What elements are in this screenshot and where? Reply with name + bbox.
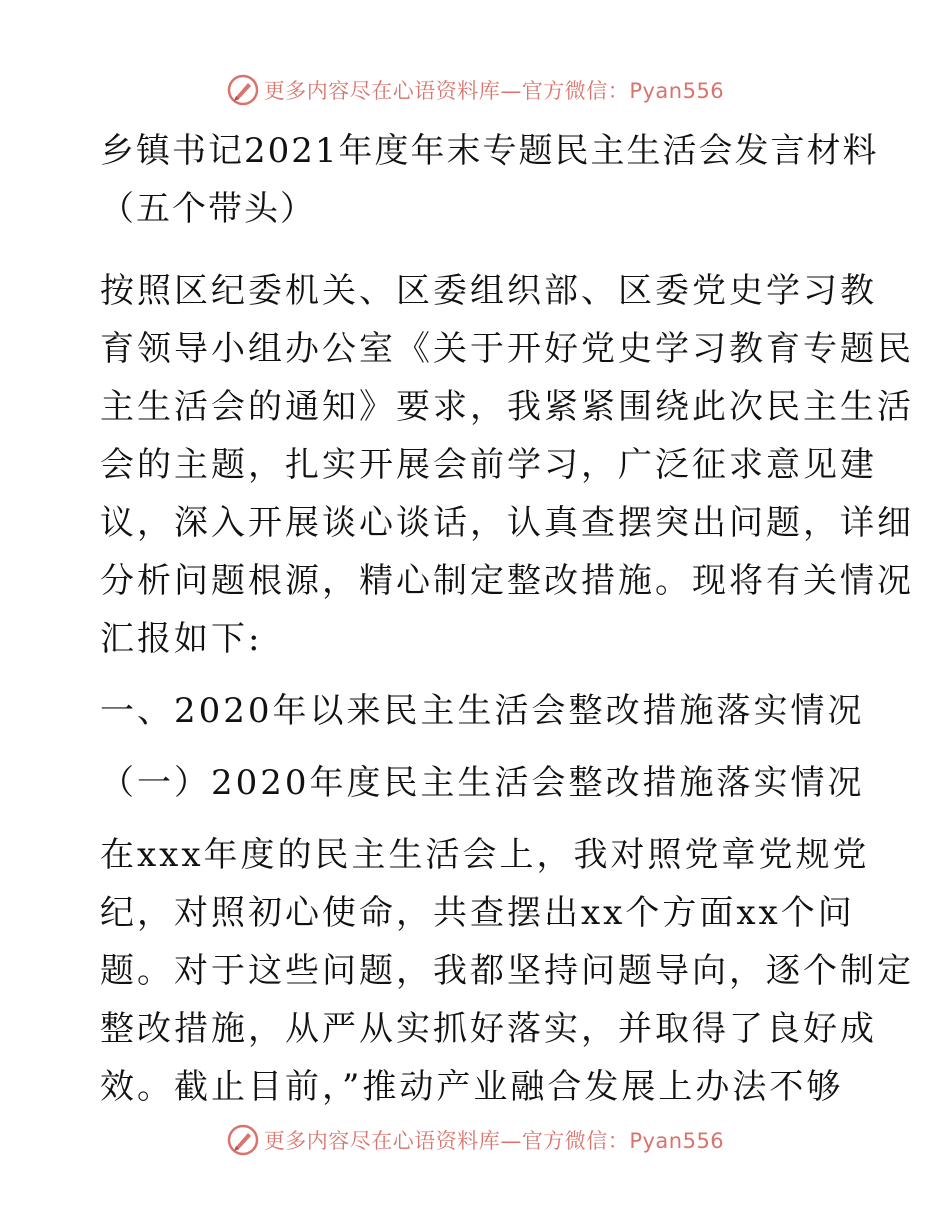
- document-title-line-2: （五个带头）: [100, 189, 316, 229]
- paragraph-line: 议，深入开展谈心谈话，认真查摆突出问题，详细: [100, 503, 914, 543]
- document-title-line-1: 乡镇书记2021年度年末专题民主生活会发言材料: [100, 131, 879, 171]
- watermark-text: 更多内容尽在心语资料库—官方微信：Pyan556: [263, 79, 725, 103]
- paragraph-line: 题。对于这些问题，我都坚持问题导向，逐个制定: [100, 951, 914, 991]
- paragraph-line: 效。截止目前，”推动产业融合发展上办法不够: [100, 1067, 844, 1107]
- paragraph-line: 整改措施，从严从实抓好落实，并取得了良好成: [100, 1009, 877, 1049]
- paragraph-line: 分析问题根源，精心制定整改措施。现将有关情况: [100, 561, 914, 601]
- pen-logo-icon: [226, 73, 260, 107]
- section-heading-2: （一）2020年度民主生活会整改措施落实情况: [100, 763, 865, 803]
- pen-logo-icon: [226, 1123, 260, 1157]
- watermark-text: 更多内容尽在心语资料库—官方微信：Pyan556: [263, 1129, 725, 1153]
- paragraph-line: 育领导小组办公室《关于开好党史学习教育专题民: [100, 329, 914, 369]
- paragraph-line: 在xxx年度的民主生活会上，我对照党章党规党: [100, 835, 870, 875]
- paragraph-line: 按照区纪委机关、区委组织部、区委党史学习教: [100, 271, 877, 311]
- section-heading-1: 一、2020年以来民主生活会整改措施落实情况: [100, 691, 865, 731]
- paragraph-line: 纪，对照初心使命，共查摆出xx个方面xx个问: [100, 893, 855, 933]
- paragraph-line: 会的主题，扎实开展会前学习，广泛征求意见建: [100, 445, 877, 485]
- document-body: [100, 122, 914, 1116]
- watermark-banner-top: [0, 70, 950, 110]
- watermark-banner-bottom: [0, 1120, 950, 1160]
- paragraph-line: 主生活会的通知》要求，我紧紧围绕此次民主生活: [100, 387, 914, 427]
- paragraph-line: 汇报如下:: [100, 619, 263, 659]
